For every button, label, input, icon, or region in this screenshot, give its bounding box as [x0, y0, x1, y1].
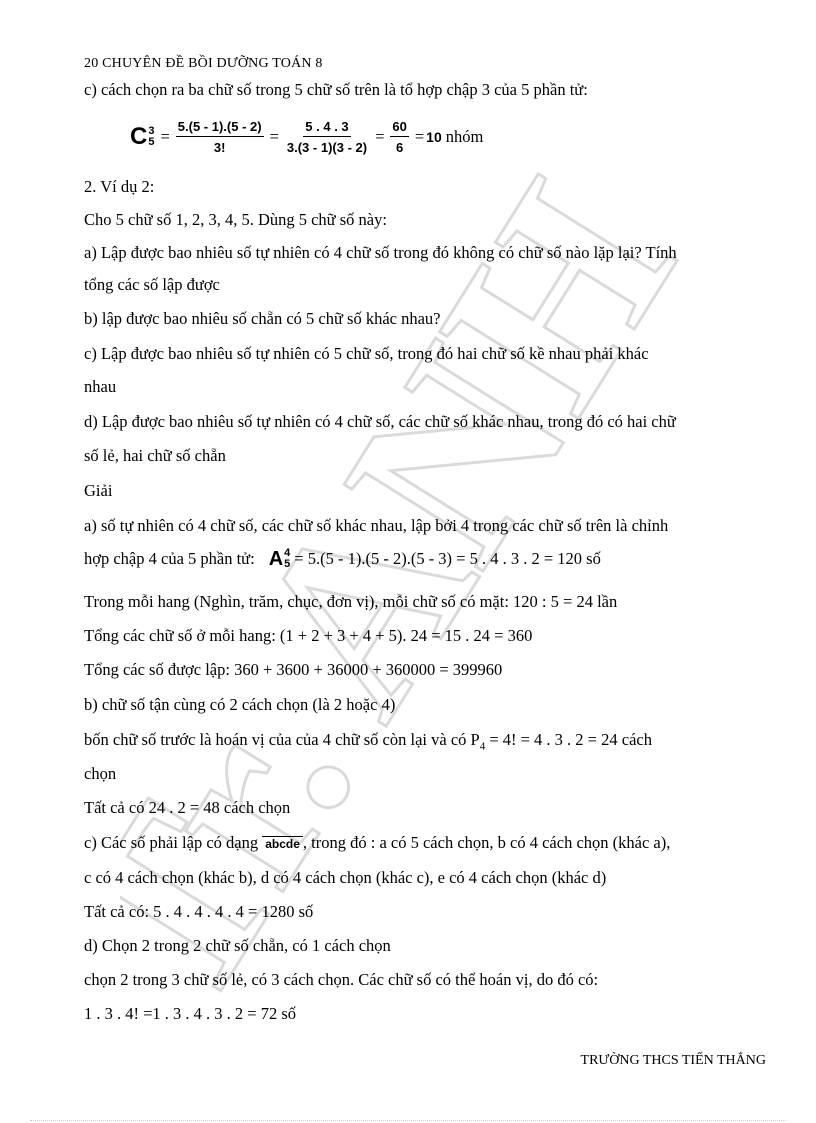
solution-d-line1: d) Chọn 2 trong 2 chữ số chẵn, có 1 cách chọn	[84, 936, 391, 955]
solution-title: Giải	[84, 481, 113, 500]
solution-c-line1	[84, 833, 670, 854]
question-c-line2: nhau	[84, 377, 117, 396]
solution-a-line5: Tổng các số được lập: 360 + 3600 + 36000 + 360000 = 399960	[84, 660, 503, 679]
problem-intro: Cho 5 chữ số 1, 2, 3, 4, 5. Dùng 5 chữ số này:	[84, 210, 387, 229]
arrangement-sup: 4	[284, 547, 291, 559]
solution-c-line2: c có 4 cách chọn (khác b), d có 4 cách chọn (khác c), e có 4 cách chọn (khác d)	[84, 868, 607, 887]
page-bottom-divider	[30, 1120, 786, 1121]
solution-a-line2	[84, 548, 601, 570]
solution-d-line2: chọn 2 trong 3 chữ số lẻ, có 3 cách chọn. Các chữ số có thể hoán vị, do đó có:	[84, 970, 599, 989]
arrangement-symbol: A	[268, 548, 284, 570]
formula-sup: 3	[148, 125, 155, 137]
solution-a-line3: Trong mỗi hang (Nghìn, trăm, chục, đơn vị), mỗi chữ số có mặt: 120 : 5 = 24 lần	[84, 592, 618, 611]
page-footer: TRƯỜNG THCS TIẾN THẮNG	[580, 1053, 766, 1068]
page-header: 20 CHUYÊN ĐỀ BỒI DƯỠNG TOÁN 8	[84, 56, 323, 71]
question-b: b) lập được bao nhiêu số chẵn có 5 chữ số khác nhau?	[84, 309, 441, 328]
frac3-den: 6	[396, 140, 404, 155]
solution-b-line2	[84, 730, 652, 756]
formula-symbol: C	[130, 123, 148, 150]
frac2-num: 5 . 4 . 3	[303, 119, 350, 137]
frac3-num: 60	[390, 119, 408, 137]
question-d-line2: số lẻ, hai chữ số chẵn	[84, 446, 226, 465]
formula-unit: nhóm	[445, 127, 484, 146]
frac1-den: 3!	[213, 140, 226, 155]
solution-d-line3: 1 . 3 . 4! =1 . 3 . 4 . 3 . 2 = 72 số	[84, 1004, 297, 1023]
formula-fraction-1	[176, 119, 264, 155]
frac1-num: 5.(5 - 1).(5 - 2)	[176, 119, 264, 137]
solution-a-line2-post: = 5.(5 - 1).(5 - 2).(5 - 3) = 5 . 4 . 3 . 2 = 120 số	[294, 549, 601, 568]
solution-b-line2-pre: bốn chữ số trước là hoán vị của của 4 chữ số còn lại và có P	[84, 730, 480, 749]
solution-b-line2-post: = 4! = 4 . 3 . 2 = 24 cách	[489, 730, 652, 749]
solution-a-line1: a) số tự nhiên có 4 chữ số, các chữ số khác nhau, lập bởi 4 trong các chữ số trên là chỉnh	[84, 516, 669, 535]
solution-b-line3: chọn	[84, 764, 117, 783]
intro-c: c) cách chọn ra ba chữ số trong 5 chữ số trên là tổ hợp chập 3 của 5 phần tử:	[84, 80, 588, 99]
solution-c-line1-post: , trong đó : a có 5 cách chọn, b có 4 cách chọn (khác a),	[302, 833, 671, 852]
formula-supsub	[148, 126, 154, 148]
solution-c-line3: Tất cả có: 5 . 4 . 4 . 4 . 4 = 1280 số	[84, 902, 314, 921]
question-c-line1: c) Lập được bao nhiêu số tự nhiên có 5 chữ số, trong đó hai chữ số kề nhau phải khác	[84, 344, 649, 363]
number-form-abcde: abcde	[262, 836, 303, 851]
example-title: 2. Ví dụ 2:	[84, 177, 155, 196]
frac2-den: 3.(3 - 1)(3 - 2)	[286, 140, 368, 155]
formula-fraction-2	[285, 119, 369, 155]
question-a-line1: a) Lập được bao nhiêu số tự nhiên có 4 chữ số trong đó không có chữ số nào lặp lại? Tính	[84, 243, 677, 262]
solution-a-line2-pre: hợp chập 4 của 5 phần tử:	[84, 549, 255, 568]
formula-result: 10	[426, 129, 442, 145]
arrangement-sub: 5	[284, 558, 291, 570]
solution-a-line4: Tổng các chữ số ở mỗi hang: (1 + 2 + 3 + 4 + 5). 24 = 15 . 24 = 360	[84, 626, 533, 645]
solution-b-line1: b) chữ số tận cùng có 2 cách chọn (là 2 hoặc 4)	[84, 695, 396, 714]
arrangement-supsub	[284, 548, 290, 570]
formula-fraction-3	[390, 119, 408, 155]
solution-c-line1-pre: c) Các số phải lập có dạng	[84, 833, 259, 852]
solution-b-line4: Tất cả có 24 . 2 = 48 cách chọn	[84, 798, 291, 817]
question-d-line1: d) Lập được bao nhiêu số tự nhiên có 4 chữ số, các chữ số khác nhau, trong đó có hai chữ	[84, 412, 676, 431]
question-a-line2: tổng các số lập được	[84, 275, 220, 294]
watermark-text: Tr. ANH	[120, 170, 726, 1030]
combination-formula: C 3 5 = $\frac{5.(5 - 1).(5 - 2)}{3!}$ = $\frac{5 . 4 . 3}{3.(3 - 1)(3 - 2)}$ = $\frac{60}{6}$ = 10 nhóm	[130, 119, 484, 155]
formula-sub: 5	[148, 136, 155, 148]
permutation-sub: 4	[479, 740, 486, 753]
